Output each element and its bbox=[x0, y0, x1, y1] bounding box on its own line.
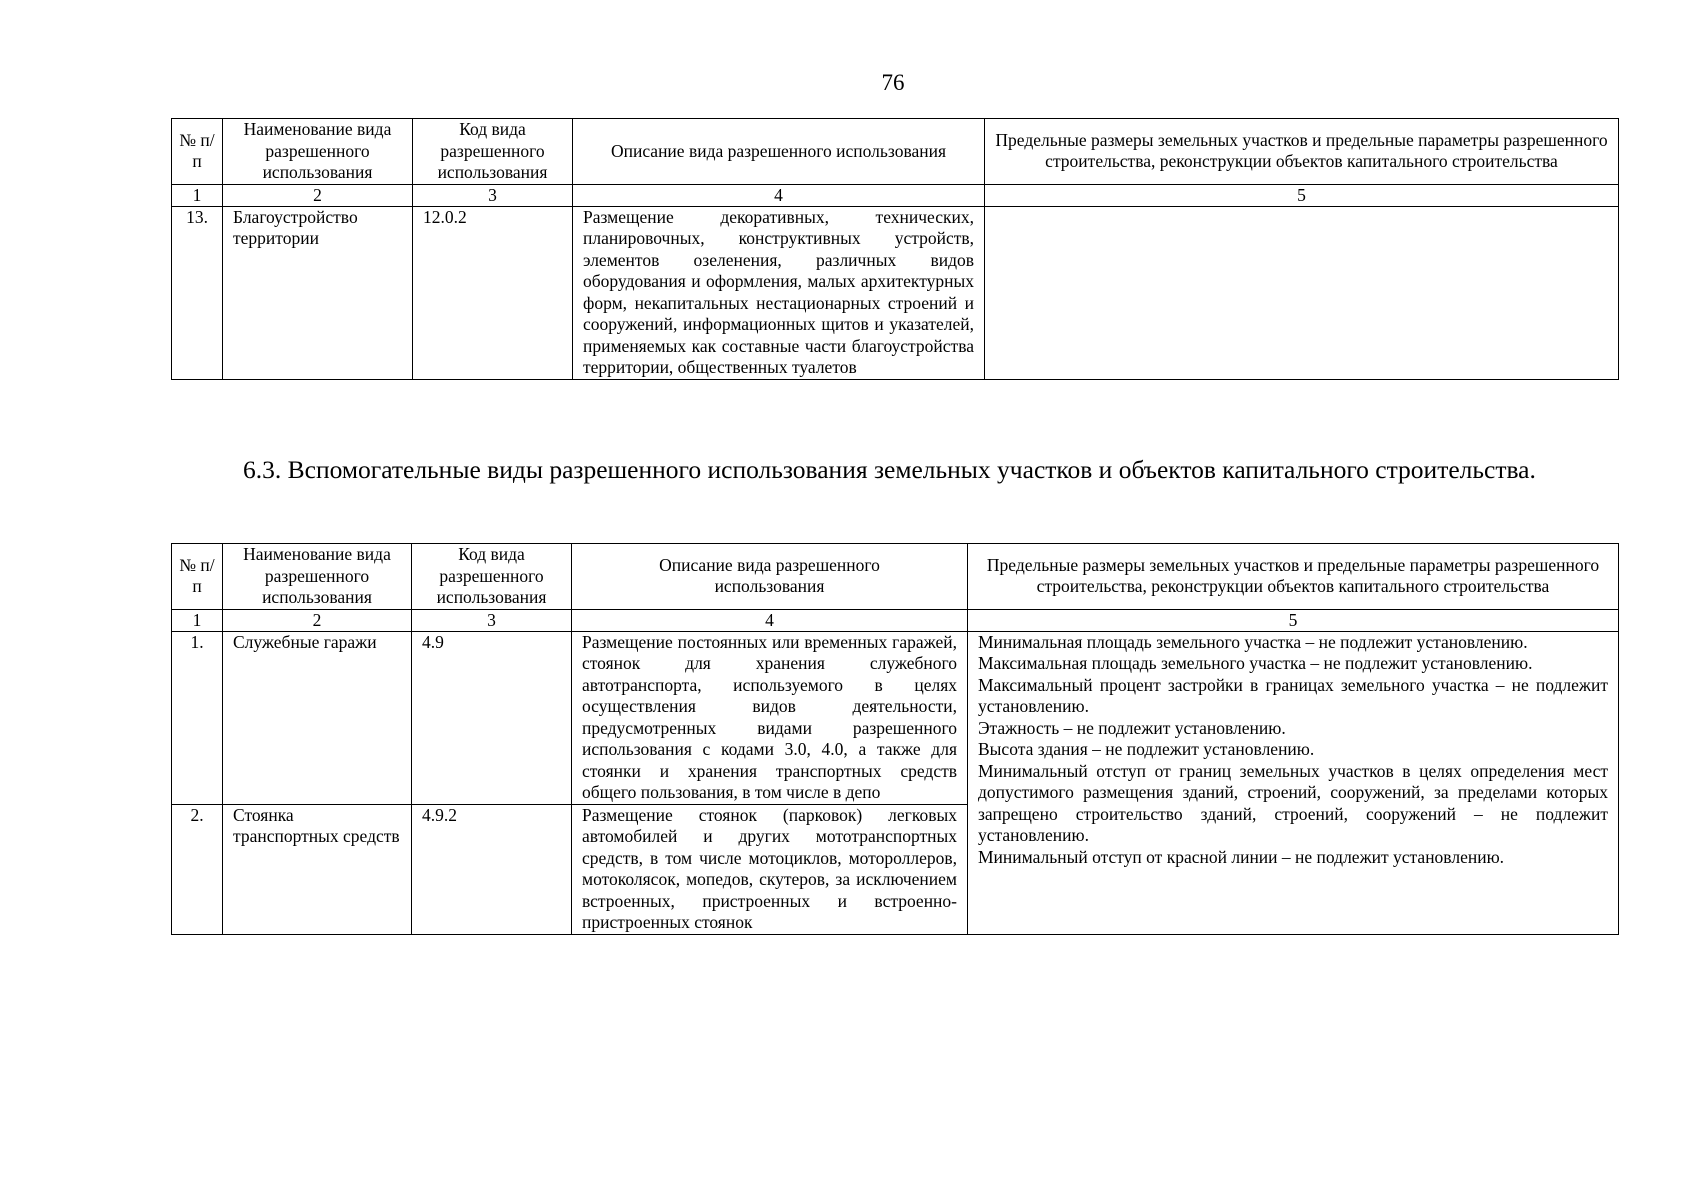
column-number: 3 bbox=[412, 609, 572, 631]
column-number: 4 bbox=[572, 609, 968, 631]
use-description: Размещение стоянок (парковок) легковых автомобилей и других мототранспортных средств, в том числе мотоциклов, мотороллеров, мотоколясок, мопедов, скутеров, за исключением встроенных, пристроенных и встроенно-пристроенных стоянок bbox=[572, 804, 968, 934]
table-row bbox=[172, 206, 1619, 379]
column-number: 1 bbox=[172, 609, 223, 631]
header-row bbox=[172, 119, 1619, 185]
header-name: Наименование вида разрешенного использования bbox=[223, 544, 412, 610]
row-number: 13. bbox=[172, 206, 223, 379]
column-number: 3 bbox=[413, 184, 573, 206]
use-code: 12.0.2 bbox=[413, 206, 573, 379]
page-number: 76 bbox=[881, 70, 905, 95]
land-use-table-auxiliary bbox=[171, 543, 1619, 935]
limit-line: Минимальный отступ от границ земельных участков в целях определения мест допустимого размещения зданий, строений, сооружений, за пределами которых запрещено строительство зданий, строений, сооружений – не подлежит установлению. bbox=[978, 760, 1608, 845]
section-heading: 6.3. Вспомогательные виды разрешенного использования земельных участков и объектов капитального строительства. bbox=[243, 455, 1536, 484]
column-number: 5 bbox=[985, 184, 1619, 206]
header-code: Код вида разрешенного использования bbox=[413, 119, 573, 185]
header-limits: Предельные размеры земельных участков и предельные параметры разрешенного строительства, реконструкции объектов капитального строительства bbox=[968, 544, 1619, 610]
header-num: № п/п bbox=[172, 544, 223, 610]
use-limits bbox=[985, 206, 1619, 379]
header-description: Описание вида разрешенного использования bbox=[573, 119, 985, 185]
column-number: 2 bbox=[223, 184, 413, 206]
row-number: 1. bbox=[172, 631, 223, 804]
limit-line: Максимальная площадь земельного участка – не подлежит установлению. bbox=[978, 653, 1533, 673]
column-number-row bbox=[172, 609, 1619, 631]
use-description: Размещение постоянных или временных гаражей, стоянок для хранения служебного автотранспорта, используемого в целях осуществления видов деятельности, предусмотренных видами разрешенного использования с кодами 3.0, 4.0, а также для стоянки и хранения транспортных средств общего пользования, в том числе в депо bbox=[572, 631, 968, 804]
limit-line: Высота здания – не подлежит установлению. bbox=[978, 739, 1315, 759]
use-name: Стоянка транспортных средств bbox=[223, 804, 412, 934]
header-num: № п/п bbox=[172, 119, 223, 185]
column-number-row bbox=[172, 184, 1619, 206]
use-limits-shared bbox=[968, 631, 1619, 934]
limit-line: Этажность – не подлежит установлению. bbox=[978, 717, 1286, 738]
limit-line: Максимальный процент застройки в границах земельного участка – не подлежит установлению. bbox=[978, 674, 1608, 716]
table-row bbox=[172, 631, 1619, 804]
use-description: Размещение декоративных, технических, планировочных, конструктивных устройств, элементов озеленения, различных видов оборудования и оформления, малых архитектурных форм, некапитальных нестационарных строений и сооружений, информационных щитов и указателей, применяемых как составные части благоустройства территории, общественных туалетов bbox=[573, 206, 985, 379]
land-use-table-main bbox=[171, 118, 1619, 380]
column-number: 1 bbox=[172, 184, 223, 206]
column-number: 5 bbox=[968, 609, 1619, 631]
column-number: 2 bbox=[223, 609, 412, 631]
use-name: Благоустройство территории bbox=[223, 206, 413, 379]
header-name: Наименование вида разрешенного использования bbox=[223, 119, 413, 185]
header-limits: Предельные размеры земельных участков и предельные параметры разрешенного строительства, реконструкции объектов капитального строительства bbox=[985, 119, 1619, 185]
column-number: 4 bbox=[573, 184, 985, 206]
limit-line: Минимальная площадь земельного участка – не подлежит установлению. bbox=[978, 631, 1528, 652]
use-code: 4.9 bbox=[412, 631, 572, 804]
use-name: Служебные гаражи bbox=[223, 631, 412, 804]
limit-line: Минимальный отступ от красной линии – не подлежит установлению. bbox=[978, 846, 1505, 867]
use-code: 4.9.2 bbox=[412, 804, 572, 934]
header-code: Код вида разрешенного использования bbox=[412, 544, 572, 610]
header-description: Описание вида разрешенного использования bbox=[572, 544, 968, 610]
header-row bbox=[172, 544, 1619, 610]
row-number: 2. bbox=[172, 804, 223, 934]
